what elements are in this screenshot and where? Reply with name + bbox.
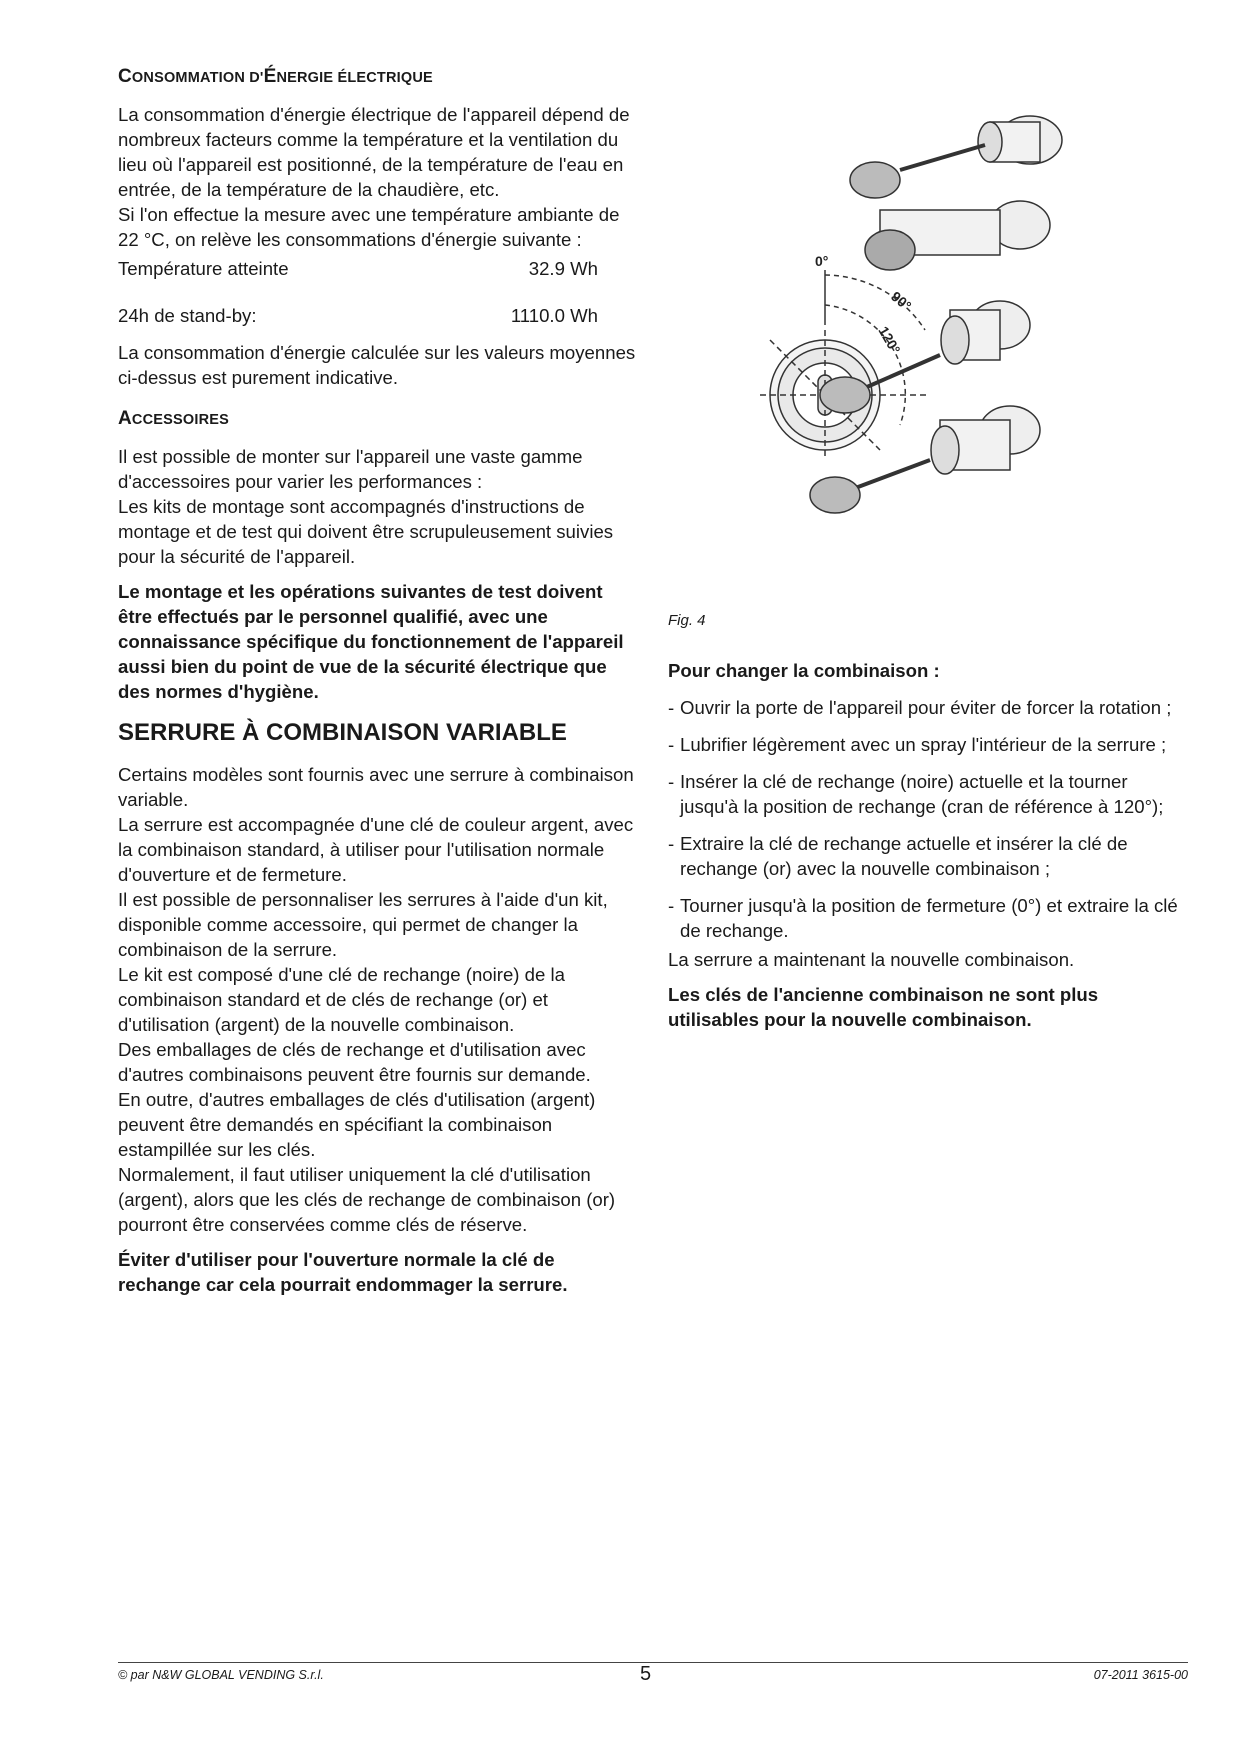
lock-title: SERRURE À COMBINAISON VARIABLE xyxy=(118,719,567,746)
energy-paragraph-3: La consommation d'énergie calculée sur les valeurs moyennes ci-dessus est purement indicative. xyxy=(118,342,636,388)
energy-paragraph-2: Si l'on effectue la mesure avec une température ambiante de 22 °C, on relève les consommations d'énergie suivante : xyxy=(118,204,620,250)
figure-caption: Fig. 4 xyxy=(668,612,706,629)
accessories-warning: Le montage et les opérations suivantes de test doivent être effectués par le personnel qualifié, avec une connaissance spécifique du fonctionnement de l'appareil aussi bien du point de vue de la sécurité électrique que des normes d'hygiène. xyxy=(118,581,624,702)
list-item: - Insérer la clé de rechange (noire) actuelle et la tourner jusqu'à la position de rechange (cran de référence à 120°); xyxy=(668,771,1164,817)
lock-paragraph-4: Le kit est composé d'une clé de rechange (noire) de la combinaison standard et de clés de rechange (or) et d'utilisation (argent) de la nouvelle combinaison. xyxy=(118,964,565,1035)
energy-row-label: 24h de stand-by: xyxy=(118,304,257,326)
angle-label-120: 120° xyxy=(875,323,904,357)
list-item: - Lubrifier légèrement avec un spray l'intérieur de la serrure ; xyxy=(668,734,1167,755)
change-after: La serrure a maintenant la nouvelle combinaison. xyxy=(668,949,1075,970)
change-warning: Les clés de l'ancienne combinaison ne sont plus utilisables pour la nouvelle combinaison. xyxy=(668,984,1099,1030)
angle-label-0: 0° xyxy=(815,253,829,269)
accessories-paragraph-2: Les kits de montage sont accompagnés d'instructions de montage et de test qui doivent être scrupuleusement suivies pour la sécurité de l'appareil. xyxy=(118,496,614,567)
energy-heading: CONSOMMATION D'ÉNERGIE ÉLECTRIQUE xyxy=(118,66,433,87)
lock-paragraph-5: Des emballages de clés de rechange et d'utilisation avec d'autres combinaisons peuvent être fournis sur demande. xyxy=(118,1039,591,1085)
list-item: - Extraire la clé de rechange actuelle et insérer la clé de rechange (or) avec la nouvelle combinaison ; xyxy=(668,833,1128,879)
lock-paragraph-2: La serrure est accompagnée d'une clé de couleur argent, avec la combinaison standard, à utiliser pour l'utilisation normale d'ouverture et de fermeture. xyxy=(118,814,634,885)
left-column xyxy=(118,66,638,1297)
lock-warning: Éviter d'utiliser pour l'ouverture normale la clé de rechange car cela pourrait endommager la serrure. xyxy=(118,1249,568,1295)
change-heading: Pour changer la combinaison : xyxy=(668,660,940,681)
page-number: 5 xyxy=(640,1663,652,1685)
list-item: - Ouvrir la porte de l'appareil pour éviter de forcer la rotation ; xyxy=(668,697,1172,718)
table-row xyxy=(118,303,598,328)
angle-label-90: 90° xyxy=(888,288,915,314)
table-row xyxy=(118,256,598,281)
lock-paragraph-3: Il est possible de personnaliser les serrures à l'aide d'un kit, disponible comme accessoire, qui permet de changer la combinaison de la serrure. xyxy=(118,889,608,960)
energy-table xyxy=(118,256,598,328)
energy-row-value: 1110.0 Wh xyxy=(510,304,598,326)
lock-paragraph-7: Normalement, il faut utiliser uniquement la clé d'utilisation (argent), alors que les clés de rechange de combinaison (or) pourront être conservées comme clés de réserve. xyxy=(118,1164,616,1235)
accessories-paragraph-1: Il est possible de monter sur l'appareil une vaste gamme d'accessoires pour varier les performances : xyxy=(118,446,583,492)
energy-paragraph-1: La consommation d'énergie électrique de l'appareil dépend de nombreux facteurs comme la température et la ventilation du lieu où l'appareil est positionné, de la température de l'eau en entrée, de la température de la chaudière, etc. xyxy=(118,104,630,200)
footer-divider xyxy=(118,1662,1188,1663)
key-cylinder-2 xyxy=(865,201,1050,270)
list-item: - Tourner jusqu'à la position de fermeture (0°) et extraire la clé de rechange. xyxy=(668,895,1178,941)
footer-doc-code: 07-2011 3615-00 xyxy=(1093,1668,1188,1682)
accessories-heading: ACCESSOIRES xyxy=(118,408,230,429)
lock-paragraph-6: En outre, d'autres emballages de clés d'utilisation (argent) peuvent être demandés en spécifiant la combinaison estampillée sur les clés. xyxy=(118,1089,596,1160)
right-column xyxy=(668,658,1188,1032)
key-cylinder-1 xyxy=(850,116,1062,198)
lock-figure xyxy=(740,100,1120,600)
lock-paragraph-1: Certains modèles sont fournis avec une serrure à combinaison variable. xyxy=(118,764,634,810)
energy-row-label: Température atteinte xyxy=(118,257,289,279)
footer-copyright: © par N&W GLOBAL VENDING S.r.l. xyxy=(118,1668,324,1682)
energy-row-value: 32.9 Wh xyxy=(528,257,598,279)
